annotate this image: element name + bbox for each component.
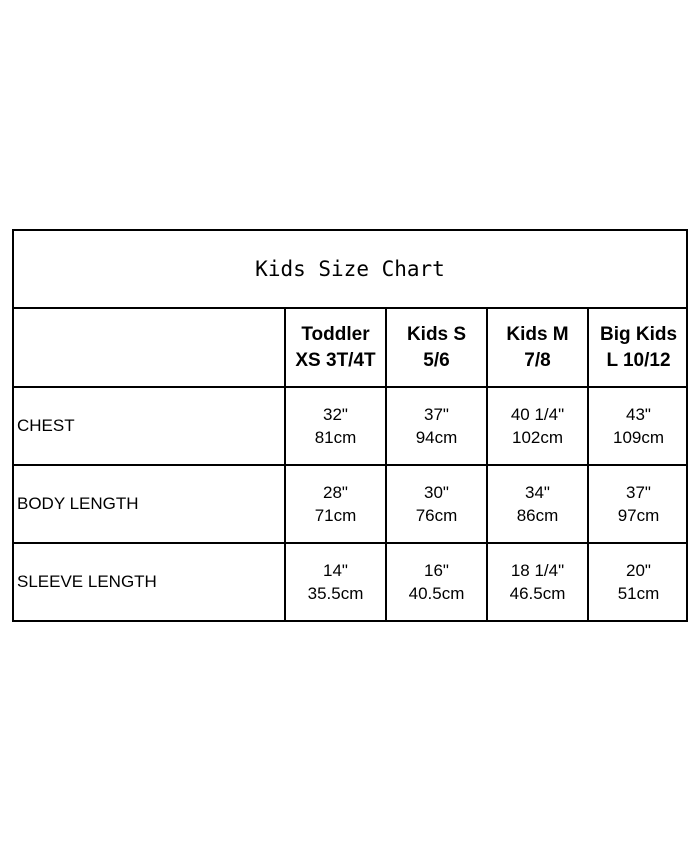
table-cell [488,544,587,620]
size-chart-table [12,229,688,622]
value-inches: 14" [323,561,348,580]
value-cm: 94cm [415,428,458,447]
value-cm: 71cm [314,506,357,525]
value-inches: 28" [323,483,348,502]
table-cell [589,544,688,620]
value-inches: 37" [626,483,651,502]
table-cell [387,466,486,542]
value-cm: 76cm [415,506,458,525]
column-header-kids-s [387,309,486,386]
column-header-line1: Kids M [506,323,569,345]
row-label-chest: CHEST [17,416,75,435]
table-cell [589,466,688,542]
value-cm: 46.5cm [509,584,566,603]
value-cm: 86cm [516,506,559,525]
value-cm: 97cm [617,506,660,525]
column-header-line2: 5/6 [423,349,450,371]
column-header-line2: XS 3T/4T [295,349,376,371]
table-cell [488,466,587,542]
column-header-toddler [286,309,385,386]
column-header-line1: Toddler [301,323,370,345]
value-inches: 20" [626,561,651,580]
column-header-big-kids [589,309,688,386]
value-inches: 16" [424,561,449,580]
table-cell [488,388,587,464]
column-header-line1: Kids S [406,323,467,345]
row-label-sleeve-length: SLEEVE LENGTH [17,572,157,591]
value-inches: 30" [424,483,449,502]
column-header-line1: Big Kids [599,323,678,345]
column-header-line2: L 10/12 [606,349,671,371]
value-cm: 81cm [314,428,357,447]
value-cm: 40.5cm [408,584,465,603]
table-cell [286,388,385,464]
value-inches: 18 1/4" [510,561,565,580]
value-inches: 32" [323,405,348,424]
column-header-line2: 7/8 [524,349,551,371]
value-inches: 43" [626,405,651,424]
table-cell [387,544,486,620]
value-inches: 34" [525,483,550,502]
value-cm: 102cm [511,428,564,447]
table-cell [286,544,385,620]
value-cm: 109cm [612,428,665,447]
column-header-kids-m [488,309,587,386]
value-inches: 40 1/4" [510,405,565,424]
row-label-body-length: BODY LENGTH [17,494,139,513]
chart-title: Kids Size Chart [14,231,686,309]
table-cell [387,388,486,464]
table-cell [286,466,385,542]
value-inches: 37" [424,405,449,424]
table-cell [589,388,688,464]
value-cm: 35.5cm [307,584,364,603]
value-cm: 51cm [617,584,660,603]
